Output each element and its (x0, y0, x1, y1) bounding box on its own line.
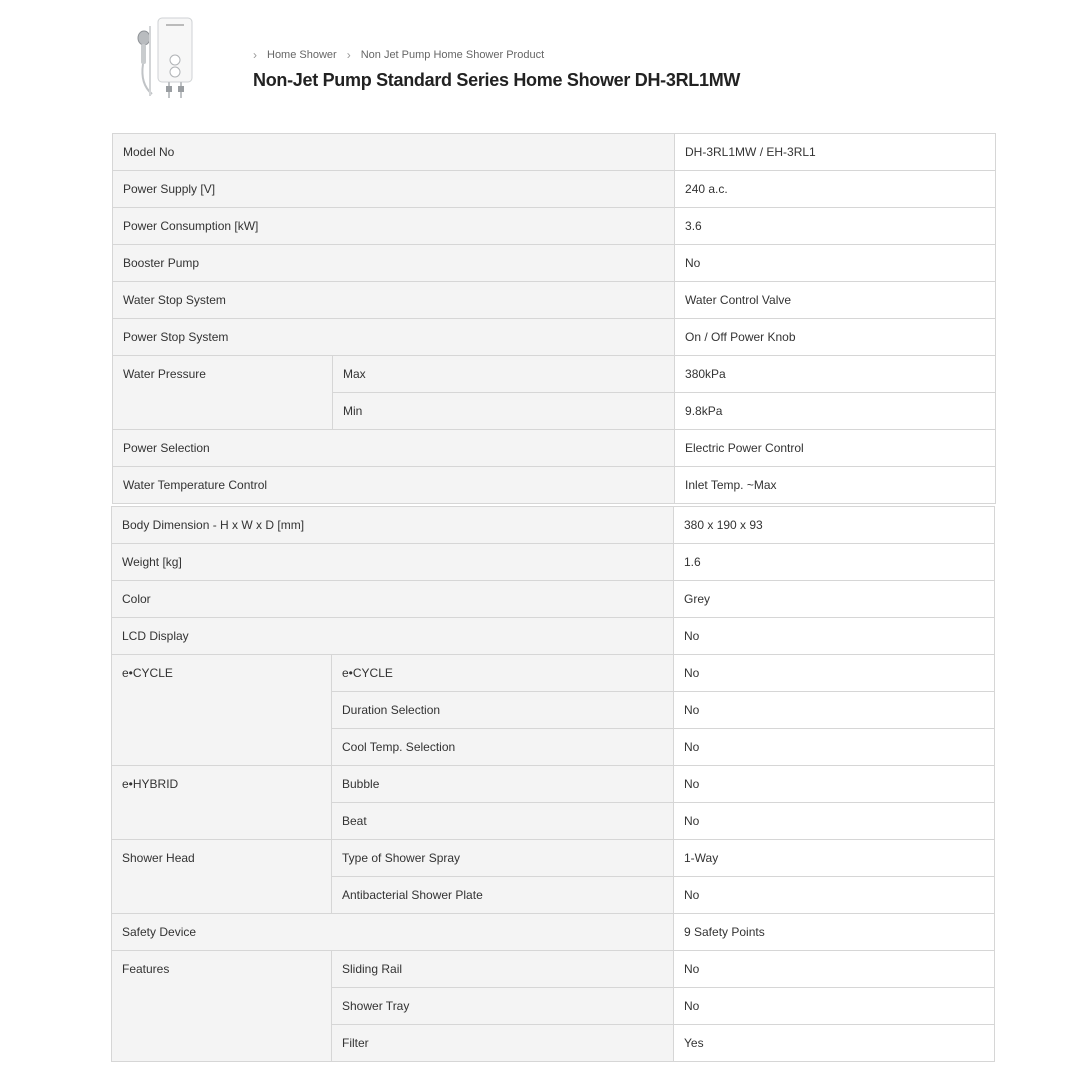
spec-value: 9.8kPa (675, 393, 996, 430)
spec-label: Features (112, 951, 332, 1062)
table-row (112, 951, 995, 988)
page-title: Non-Jet Pump Standard Series Home Shower DH-3RL1MW (253, 70, 741, 90)
breadcrumb (253, 48, 554, 62)
table-row (113, 430, 996, 467)
spec-label: Water Pressure (113, 356, 333, 430)
spec-value: 9 Safety Points (674, 914, 995, 951)
spec-value: No (674, 729, 995, 766)
table-row (113, 245, 996, 282)
table-row (112, 507, 995, 544)
table-row (112, 581, 995, 618)
table-row (112, 840, 995, 877)
spec-label: e•HYBRID (112, 766, 332, 840)
table-row (113, 467, 996, 504)
spec-value: On / Off Power Knob (675, 319, 996, 356)
spec-label: Shower Head (112, 840, 332, 914)
table-row (113, 171, 996, 208)
spec-label: Power Consumption [kW] (113, 208, 675, 245)
spec-sublabel: Shower Tray (332, 988, 674, 1025)
table-row (112, 618, 995, 655)
chevron-right-icon: › (253, 48, 257, 62)
spec-sublabel: Cool Temp. Selection (332, 729, 674, 766)
breadcrumb-home-shower[interactable]: Home Shower (267, 49, 337, 61)
spec-sublabel: Beat (332, 803, 674, 840)
spec-value: No (674, 766, 995, 803)
spec-value: 1-Way (674, 840, 995, 877)
spec-value: No (674, 877, 995, 914)
spec-value: Electric Power Control (675, 430, 996, 467)
spec-label: Power Stop System (113, 319, 675, 356)
table-row (113, 282, 996, 319)
spec-label: Booster Pump (113, 245, 675, 282)
spec-label: Water Temperature Control (113, 467, 675, 504)
product-header (0, 0, 1080, 120)
spec-value: Inlet Temp. ~Max (675, 467, 996, 504)
table-row (113, 208, 996, 245)
table-row (112, 544, 995, 581)
spec-value: No (674, 988, 995, 1025)
spec-sublabel: Min (333, 393, 675, 430)
spec-value: No (674, 803, 995, 840)
product-thumbnail (130, 14, 202, 102)
spec-label: LCD Display (112, 618, 674, 655)
spec-table-main (112, 133, 996, 504)
spec-sublabel: Sliding Rail (332, 951, 674, 988)
table-row (112, 655, 995, 692)
table-row (112, 766, 995, 803)
spec-label: e•CYCLE (112, 655, 332, 766)
spec-label: Weight [kg] (112, 544, 674, 581)
spec-value: Grey (674, 581, 995, 618)
spec-value: No (675, 245, 996, 282)
spec-value: No (674, 655, 995, 692)
spec-label: Safety Device (112, 914, 674, 951)
spec-sublabel: Bubble (332, 766, 674, 803)
spec-label: Power Supply [V] (113, 171, 675, 208)
spec-value: 380kPa (675, 356, 996, 393)
spec-value: DH-3RL1MW / EH-3RL1 (675, 134, 996, 171)
spec-value: 1.6 (674, 544, 995, 581)
spec-sublabel: Antibacterial Shower Plate (332, 877, 674, 914)
spec-value: Water Control Valve (675, 282, 996, 319)
spec-sublabel: Duration Selection (332, 692, 674, 729)
spec-value: Yes (674, 1025, 995, 1062)
table-row (112, 914, 995, 951)
spec-value: 240 a.c. (675, 171, 996, 208)
spec-value: 380 x 190 x 93 (674, 507, 995, 544)
spec-label: Color (112, 581, 674, 618)
table-row (113, 356, 996, 393)
spec-label: Water Stop System (113, 282, 675, 319)
spec-table-extended (111, 506, 995, 1062)
spec-sublabel: Max (333, 356, 675, 393)
breadcrumb-non-jet-pump[interactable]: Non Jet Pump Home Shower Product (360, 49, 545, 61)
spec-sublabel: e•CYCLE (332, 655, 674, 692)
spec-label: Power Selection (113, 430, 675, 467)
spec-label: Model No (113, 134, 675, 171)
spec-value: No (674, 618, 995, 655)
spec-value: No (674, 951, 995, 988)
spec-sublabel: Type of Shower Spray (332, 840, 674, 877)
chevron-right-icon: › (346, 48, 351, 62)
spec-value: 3.6 (675, 208, 996, 245)
table-row (113, 319, 996, 356)
table-row (113, 134, 996, 171)
spec-sublabel: Filter (332, 1025, 674, 1062)
spec-value: No (674, 692, 995, 729)
spec-label: Body Dimension - H x W x D [mm] (112, 507, 674, 544)
